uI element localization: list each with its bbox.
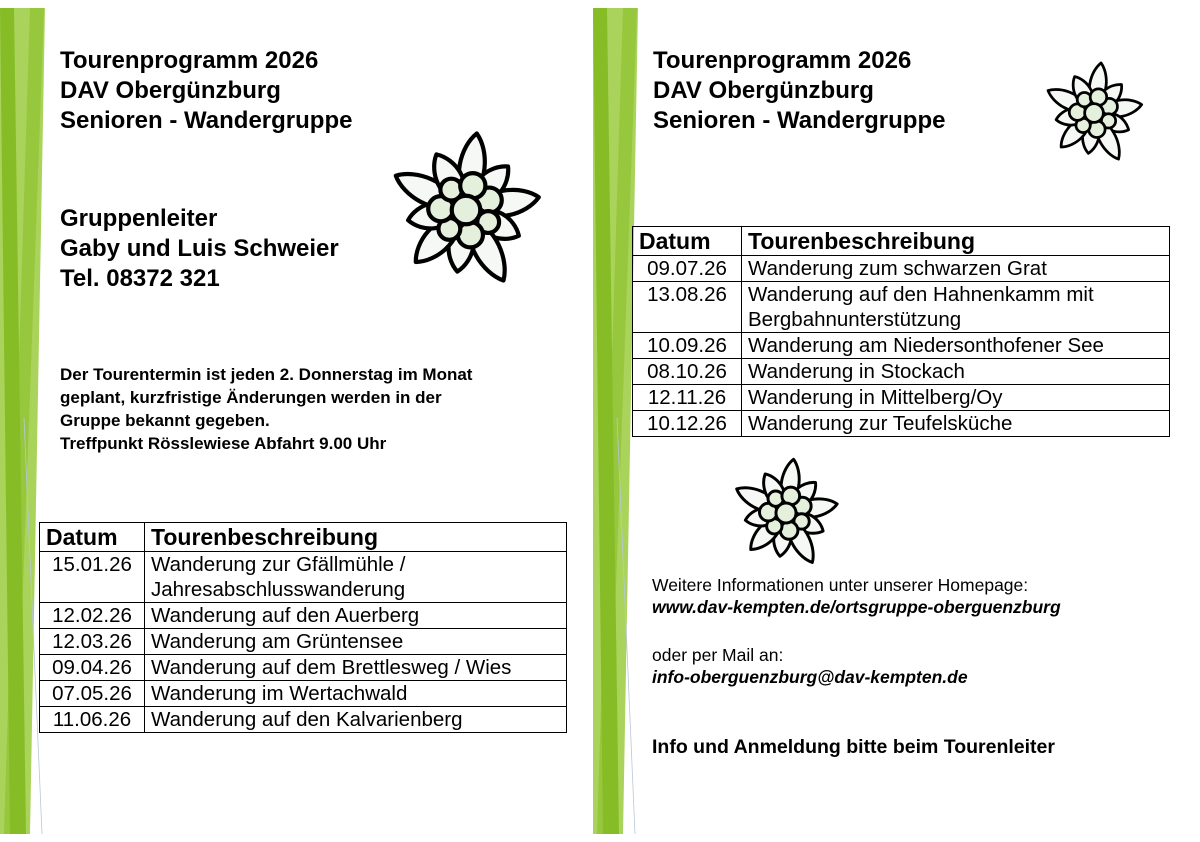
tour-description bbox=[145, 603, 567, 629]
left-page bbox=[0, 8, 590, 834]
title-line: Tourenprogramm 2026 bbox=[653, 47, 912, 74]
tour-description-line: Wanderung am Niedersonthofener See bbox=[748, 334, 1104, 357]
table-row bbox=[40, 655, 567, 681]
table-row bbox=[633, 385, 1170, 411]
title-line: DAV Obergünzburg bbox=[60, 77, 281, 104]
table-row bbox=[633, 359, 1170, 385]
tour-description bbox=[145, 552, 567, 603]
table-row bbox=[633, 282, 1170, 333]
tour-date: 12.11.26 bbox=[633, 385, 742, 411]
column-header-date: Datum bbox=[633, 227, 742, 256]
homepage-info bbox=[652, 574, 1061, 618]
mail-link[interactable]: info-oberguenzburg@dav-kempten.de bbox=[652, 667, 968, 687]
tour-description-line: Jahresabschlusswanderung bbox=[151, 578, 406, 601]
tour-date: 09.07.26 bbox=[633, 256, 742, 282]
tour-description bbox=[145, 707, 567, 733]
mail-label: oder per Mail an: bbox=[652, 645, 784, 665]
tour-description bbox=[742, 282, 1170, 333]
tour-description-line: Bergbahnunterstützung bbox=[748, 308, 962, 331]
right-page bbox=[593, 8, 1193, 834]
tour-date: 11.06.26 bbox=[40, 707, 145, 733]
table-header-row bbox=[633, 227, 1170, 256]
tour-description bbox=[742, 385, 1170, 411]
leader-line: Tel. 08372 321 bbox=[60, 265, 220, 292]
tour-description bbox=[145, 681, 567, 707]
homepage-link[interactable]: www.dav-kempten.de/ortsgruppe-oberguenzburg bbox=[652, 597, 1061, 617]
edelweiss-center bbox=[1085, 104, 1104, 123]
title-line: Senioren - Wandergruppe bbox=[60, 107, 353, 134]
notice-line: Der Tourentermin ist jeden 2. Donnerstag im Monat bbox=[60, 365, 473, 384]
notice-text bbox=[60, 363, 472, 455]
edelweiss-icon bbox=[1039, 58, 1149, 168]
title-line: Tourenprogramm 2026 bbox=[60, 47, 319, 74]
tour-description-line: Wanderung auf den Auerberg bbox=[151, 604, 420, 627]
edelweiss-icon bbox=[382, 126, 550, 294]
tour-description-line: Wanderung auf den Kalvarienberg bbox=[151, 708, 463, 731]
notice-line: geplant, kurzfristige Änderungen werden in der bbox=[60, 388, 442, 407]
mail-info bbox=[652, 644, 968, 688]
tour-table-second-half bbox=[632, 226, 1170, 437]
tour-description-line: Wanderung in Stockach bbox=[748, 360, 965, 383]
tour-date: 13.08.26 bbox=[633, 282, 742, 333]
table-row bbox=[40, 603, 567, 629]
tour-description-line: Wanderung auf dem Brettlesweg / Wies bbox=[151, 656, 512, 679]
notice-line: Treffpunkt Rösslewiese Abfahrt 9.00 Uhr bbox=[60, 434, 387, 453]
tour-date: 10.09.26 bbox=[633, 333, 742, 359]
tour-date: 10.12.26 bbox=[633, 411, 742, 437]
tour-description-line: Wanderung zum schwarzen Grat bbox=[748, 257, 1047, 280]
tour-date: 07.05.26 bbox=[40, 681, 145, 707]
table-row bbox=[633, 333, 1170, 359]
leader-line: Gruppenleiter bbox=[60, 205, 218, 232]
tour-description bbox=[742, 411, 1170, 437]
table-row bbox=[633, 411, 1170, 437]
edelweiss-center bbox=[452, 196, 481, 225]
table-row bbox=[40, 552, 567, 603]
tour-description bbox=[742, 256, 1170, 282]
title-line: DAV Obergünzburg bbox=[653, 77, 874, 104]
title-block bbox=[60, 46, 352, 136]
title-block bbox=[653, 46, 945, 136]
tour-description-line: Wanderung im Wertachwald bbox=[151, 682, 408, 705]
tour-date: 12.02.26 bbox=[40, 603, 145, 629]
tour-description bbox=[145, 629, 567, 655]
tour-date: 12.03.26 bbox=[40, 629, 145, 655]
tour-description bbox=[145, 655, 567, 681]
tour-date: 15.01.26 bbox=[40, 552, 145, 603]
table-row bbox=[633, 256, 1170, 282]
homepage-label: Weitere Informationen unter unserer Homepage: bbox=[652, 575, 1029, 595]
table-row bbox=[40, 707, 567, 733]
footer-note: Info und Anmeldung bitte beim Tourenleiter bbox=[652, 736, 1055, 758]
table-row bbox=[40, 681, 567, 707]
tour-description bbox=[742, 359, 1170, 385]
notice-line: Gruppe bekannt gegeben. bbox=[60, 411, 270, 430]
tour-description-line: Wanderung zur Gfällmühle / bbox=[151, 553, 406, 576]
tour-table-first-half bbox=[39, 522, 567, 733]
column-header-description: Tourenbeschreibung bbox=[742, 227, 1170, 256]
tour-description bbox=[742, 333, 1170, 359]
tour-description-line: Wanderung zur Teufelsküche bbox=[748, 412, 1013, 435]
tour-description-line: Wanderung auf den Hahnenkamm mit bbox=[748, 283, 1094, 306]
tour-date: 08.10.26 bbox=[633, 359, 742, 385]
tour-description-line: Wanderung in Mittelberg/Oy bbox=[748, 386, 1003, 409]
title-line: Senioren - Wandergruppe bbox=[653, 107, 946, 134]
group-leader-block bbox=[60, 204, 339, 294]
edelweiss-center bbox=[776, 503, 796, 523]
tour-date: 09.04.26 bbox=[40, 655, 145, 681]
edelweiss-icon bbox=[727, 454, 845, 572]
column-header-date: Datum bbox=[40, 523, 145, 552]
table-row bbox=[40, 629, 567, 655]
tour-description-line: Wanderung am Grüntensee bbox=[151, 630, 404, 653]
column-header-description: Tourenbeschreibung bbox=[145, 523, 567, 552]
table-header-row bbox=[40, 523, 567, 552]
leader-line: Gaby und Luis Schweier bbox=[60, 235, 339, 262]
